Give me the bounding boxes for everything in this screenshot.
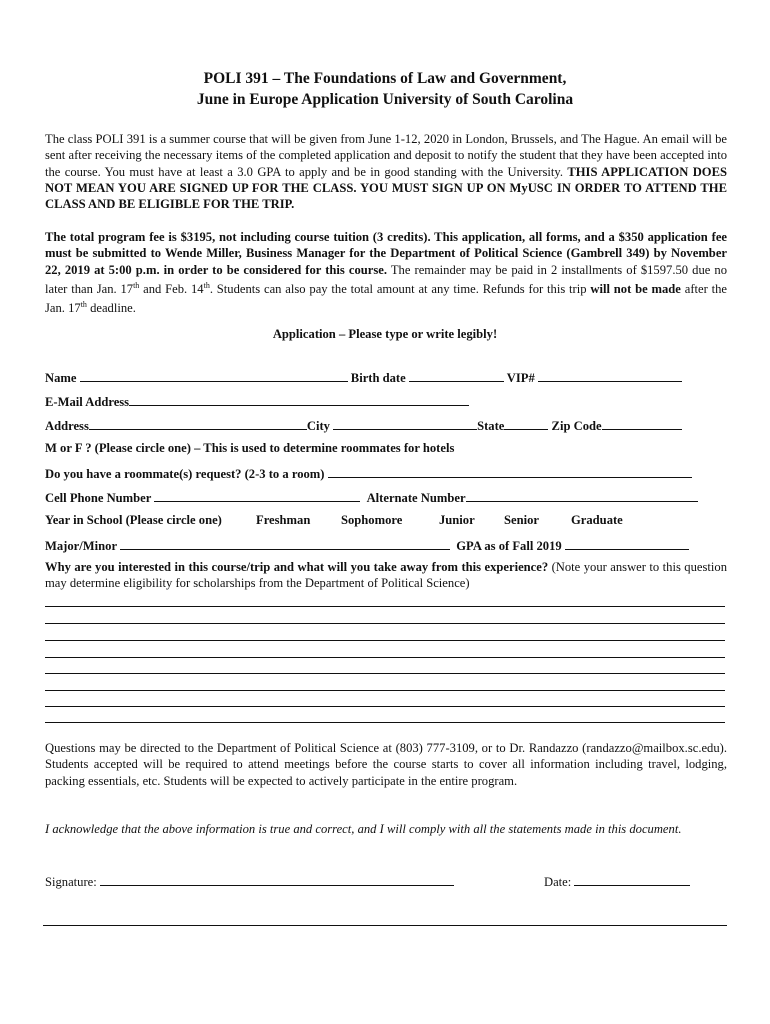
date-label: Date:: [544, 875, 572, 889]
answer-line[interactable]: [45, 706, 725, 707]
email-row: [45, 392, 469, 410]
answer-line[interactable]: [45, 623, 725, 624]
phone-row: [45, 488, 698, 506]
acknowledgement: I acknowledge that the above information is true and correct, and I will comply with all the statements made in this document.: [45, 822, 682, 836]
signature-field[interactable]: [100, 872, 454, 886]
fees-sup-2: th: [203, 280, 210, 290]
roommate-field[interactable]: [328, 464, 692, 478]
year-option-freshman[interactable]: Freshman: [256, 513, 311, 527]
title-line-1: POLI 391 – The Foundations of Law and Government,: [203, 70, 567, 87]
fees-paragraph: [45, 229, 727, 317]
date-row: [544, 872, 690, 890]
application-heading: Application – Please type or write legibly!: [272, 327, 498, 341]
major-label: Major/Minor: [45, 539, 117, 553]
fees-sup-1: th: [133, 280, 140, 290]
intro-text: The class POLI 391 is a summer course that will be given from June 1-12, 2020 in London, Brussels, and The Hague. An email will be sent after receiving the necessary items of the completed application and deposit to notify the student that they have been accepted into the course. You must have at least a 3.0 GPA to apply and be in good standing with the University.: [45, 132, 727, 179]
zip-field[interactable]: [602, 416, 682, 430]
year-label: Year in School (Please circle one): [45, 513, 222, 527]
name-label: Name: [45, 371, 77, 385]
footer-divider: [43, 925, 727, 926]
answer-line[interactable]: [45, 722, 725, 723]
signature-row: [45, 872, 454, 890]
fees-text-1: The remainder may be paid in 2 installments of $1597.50 due no later than Jan. 17: [45, 262, 727, 297]
fees-text-3: . Students can also pay the total amount at any time. Refunds for this trip: [209, 282, 591, 297]
city-field[interactable]: [333, 416, 477, 430]
why-question: [45, 559, 727, 592]
birth-date-label: Birth date: [350, 371, 406, 385]
name-row: [45, 368, 682, 386]
date-field[interactable]: [574, 872, 690, 886]
year-option-graduate[interactable]: Graduate: [571, 513, 623, 527]
year-option-senior[interactable]: Senior: [504, 513, 539, 527]
name-field[interactable]: [80, 368, 348, 382]
fees-sup-3: th: [80, 300, 87, 310]
cell-label: Cell Phone Number: [45, 491, 152, 505]
cell-field[interactable]: [154, 488, 360, 502]
alternate-label: Alternate Number: [366, 491, 466, 505]
gpa-field[interactable]: [565, 536, 689, 550]
answer-line[interactable]: [45, 673, 725, 674]
fees-bold: The total program fee is $3195, not including course tuition (3 credits). This application, all forms, and a $350 application fee must be submitted to Wende Miller, Business Manager for the Department of Political Science (Gambrell 349) by November 22, 2019 at 5:00 p.m. in order to be considered for this course.: [45, 230, 727, 277]
title-line-2: June in Europe Application University of South Carolina: [196, 91, 574, 108]
questions-paragraph: Questions may be directed to the Department of Political Science at (803) 777-3109, or to Dr. Randazzo (randazzo@mailbox.sc.edu). Students accepted will be required to attend meetings before the course starts to cover all information including travel, lodging, packing essentials, etc. Students will be expected to actively participate in the entire program.: [45, 741, 727, 788]
gender-row: M or F ? (Please circle one) – This is used to determine roommates for hotels: [45, 441, 455, 455]
state-label: State: [477, 419, 505, 433]
vip-field[interactable]: [538, 368, 682, 382]
address-label: Address: [45, 419, 89, 433]
signature-label: Signature:: [45, 875, 97, 889]
year-option-sophomore[interactable]: Sophomore: [341, 513, 403, 527]
answer-line[interactable]: [45, 657, 725, 658]
intro-bold-notice: THIS APPLICATION DOES NOT MEAN YOU ARE SIGNED UP FOR THE CLASS. YOU MUST SIGN UP ON MyUSC IN ORDER TO ATTEND THE CLASS AND BE ELIGIBLE FOR THE TRIP.: [45, 164, 727, 212]
city-label: City: [306, 419, 330, 433]
fees-text-5: deadline.: [86, 301, 136, 316]
roommate-label: Do you have a roommate(s) request? (2-3 to a room): [45, 467, 325, 481]
alternate-field[interactable]: [466, 488, 698, 502]
state-field[interactable]: [504, 416, 548, 430]
answer-line[interactable]: [45, 690, 725, 691]
why-bold: Why are you interested in this course/trip and what will you take away from this experience?: [45, 560, 549, 574]
major-field[interactable]: [120, 536, 450, 550]
address-field[interactable]: [89, 416, 307, 430]
why-text: (Note your answer to this question may determine eligibility for scholarships from the Department of Political Science): [45, 560, 727, 591]
gpa-label: GPA as of Fall 2019: [456, 539, 562, 553]
major-row: [45, 536, 689, 554]
fees-text-2: and Feb. 14: [139, 282, 204, 297]
fees-text-4: after the Jan. 17: [45, 282, 728, 316]
address-row: [45, 416, 682, 434]
email-field[interactable]: [129, 392, 469, 406]
birth-date-field[interactable]: [409, 368, 504, 382]
vip-label: VIP#: [506, 371, 535, 385]
intro-paragraph: [45, 131, 727, 212]
fees-bold-2: will not be made: [590, 282, 681, 297]
year-option-junior[interactable]: Junior: [439, 513, 475, 527]
answer-line[interactable]: [45, 640, 725, 641]
email-label: E-Mail Address: [45, 395, 130, 409]
roommate-row: [45, 464, 692, 482]
answer-line[interactable]: [45, 606, 725, 607]
zip-label: Zip Code: [551, 419, 602, 433]
document-title: [0, 68, 770, 110]
